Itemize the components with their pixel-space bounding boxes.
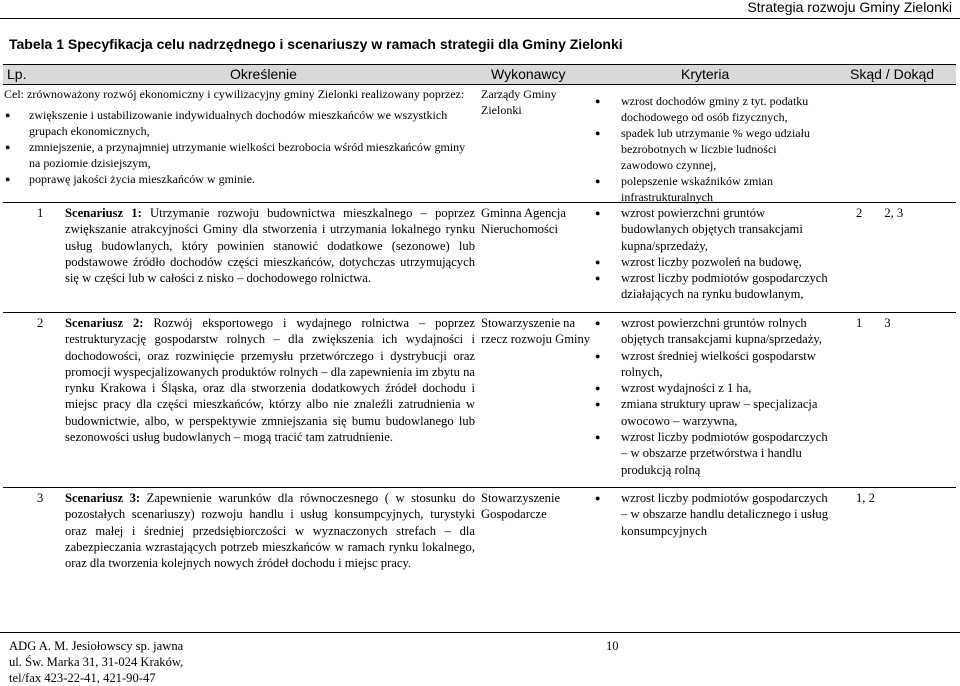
scenario-criteria-list xyxy=(595,315,835,478)
scenario-executors: Stowarzyszenie na rzecz rozwoju Gminy xyxy=(481,316,591,347)
column-header-wykonawcy: Wykonawcy xyxy=(491,66,566,82)
scenario-from-to: 1 3 xyxy=(856,316,891,330)
specification-table xyxy=(3,64,956,628)
scenario-criteria-list xyxy=(595,490,835,539)
scenario-title: Scenariusz 1: xyxy=(65,206,142,220)
scenario-text: Utrzymanie rozwoju budownictwa mieszkalnego – poprzez zwiększanie atrakcyjności Gminy dla stworzenia i utrzymania lokalnego rynku usług budowlanych, który powinien stanowić dodatkowe (sezonowe) lub podstawowe źródło dochodów części mieszkańców, dotychczas utrzymujących się w części lub w całości z nisko – dochodowego rolnictwa. xyxy=(65,206,475,286)
goal-executors: Zarządy Gminy Zielonki xyxy=(481,87,557,117)
column-header-lp: Lp. xyxy=(7,66,27,82)
column-header-okreslenie: Określenie xyxy=(230,66,297,82)
scenario-text: Rozwój eksportowego i wydajnego rolnictwa – poprzez restrukturyzację gospodarstw rolnych – dla zwiększenia ich wydajności i dochodowości, oraz rozwinięcie przemysłu przetwórczego i dystrybucji oraz promocji wyspecjalizowanych produktów rolnych – dla zapewnienia im zbytu na rynku Krakowa i Śląska, oraz dla stworzenia dodatkowych źródeł dochodu i miejsc pracy dla części mieszkańców, którzy albo nie znaleźli zatrudnienia w budownictwie, albo, w perspektywie zmniejszania się bumu budowlanego lub sezonowości usług budowlanych – mogą tracić tam zatrudnienie. xyxy=(65,316,475,445)
column-header-sklad: Skąd / Dokąd xyxy=(850,66,935,82)
row-number: 1 xyxy=(37,206,44,220)
scenario-from-to: 1, 2 xyxy=(856,491,875,505)
goal-items-list xyxy=(4,107,474,187)
table-header-row xyxy=(3,64,956,85)
list-item: ● wzrost średniej wielkości gospodarstw rolnych, xyxy=(595,348,835,381)
list-item: ● polepszenie wskaźników zmian infrastrukturalnych xyxy=(595,173,829,205)
scenario-description xyxy=(65,315,475,445)
list-item: ● zmniejszenie, a przynajmniej utrzymanie wielkości bezrobocia wśród mieszkańców gminy na poziomie dzisiejszym, xyxy=(4,139,474,171)
page-number: 10 xyxy=(606,639,619,653)
table-row xyxy=(3,487,956,628)
scenario-from-to: 2 2, 3 xyxy=(856,206,904,220)
scenario-criteria-list xyxy=(595,205,835,303)
scenario-text: Zapewnienie warunków dla równoczesnego ( w stosunku do pozostałych scenariuszy) rozwoju handlu i usług konsumpcyjnych, turystyki oraz małej i średniej przedsiębiorczości w wyznaczonych strefach – dla zabezpieczania wzrastających potrzeb mieszkańców w ramach rynku lokalnego, oraz dla tworzenia kolejnych nowych źródeł dochodu i miejsc pracy. xyxy=(65,491,475,571)
scenario-executors: Gminna Agencja Nieruchomości xyxy=(481,206,566,237)
list-item: ● zwiększenie i ustabilizowanie indywidualnych dochodów mieszkańców we wszystkich grupach ekonomicznych, xyxy=(4,107,474,139)
row-number: 3 xyxy=(37,491,44,505)
list-item: ● spadek lub utrzymanie % wego udziału bezrobotnych w liczbie ludności zawodowo czynnej, xyxy=(595,125,829,173)
goal-criteria-list xyxy=(595,93,829,205)
table-caption: Tabela 1 Specyfikacja celu nadrzędnego i scenariuszy w ramach strategii dla Gminy Zielonki xyxy=(9,36,623,52)
list-item: ● wzrost dochodów gminy z tyt. podatku dochodowego od osób fizycznych, xyxy=(595,93,829,125)
street-address: ul. Św. Marka 31, 31-024 Kraków, xyxy=(9,655,184,669)
page-header xyxy=(0,0,960,19)
document-title: Strategia rozwoju Gminy Zielonki xyxy=(747,0,952,15)
scenario-title: Scenariusz 3: xyxy=(65,491,141,505)
scenario-description xyxy=(65,205,475,286)
list-item: ● wzrost liczby podmiotów gospodarczych – w obszarze przetwórstwa i handlu produkcją rolną xyxy=(595,429,835,478)
row-number: 2 xyxy=(37,316,44,330)
table-row xyxy=(3,312,956,487)
list-item: ● wzrost liczby podmiotów gospodarczych działających na rynku budowlanym, xyxy=(595,270,835,303)
list-item: ● wzrost wydajności z 1 ha, xyxy=(595,380,835,396)
phone-fax: tel/fax 423-22-41, 421-90-47 xyxy=(9,671,156,685)
column-header-kryteria: Kryteria xyxy=(681,66,730,82)
goal-row xyxy=(3,85,956,202)
list-item: ● zmiana struktury upraw – specjalizacja owocowo – warzywna, xyxy=(595,396,835,429)
page-footer xyxy=(0,632,960,685)
list-item: ● wzrost liczby podmiotów gospodarczych – w obszarze handlu detalicznego i usług konsumpcyjnych xyxy=(595,490,835,539)
goal-intro: Cel: zrównoważony rozwój ekonomiczny i cywilizacyjny gminy Zielonki realizowany poprzez: xyxy=(4,87,465,101)
list-item: ● wzrost liczby pozwoleń na budowę, xyxy=(595,254,835,270)
list-item: ● wzrost powierzchni gruntów budowlanych objętych transakcjami kupna/sprzedaży, xyxy=(595,205,835,254)
company-address xyxy=(9,638,183,686)
scenario-description xyxy=(65,490,475,571)
company-name: ADG A. M. Jesiołowscy sp. jawna xyxy=(9,639,184,653)
goal-description xyxy=(4,86,474,187)
list-item: ● poprawę jakości życia mieszkańców w gminie. xyxy=(4,171,474,187)
table-row xyxy=(3,202,956,312)
list-item: ● wzrost powierzchni gruntów rolnych objętych transakcjami kupna/sprzedaży, xyxy=(595,315,835,348)
scenario-executors: Stowarzyszenie Gospodarcze xyxy=(481,491,561,522)
scenario-title: Scenariusz 2: xyxy=(65,316,144,330)
